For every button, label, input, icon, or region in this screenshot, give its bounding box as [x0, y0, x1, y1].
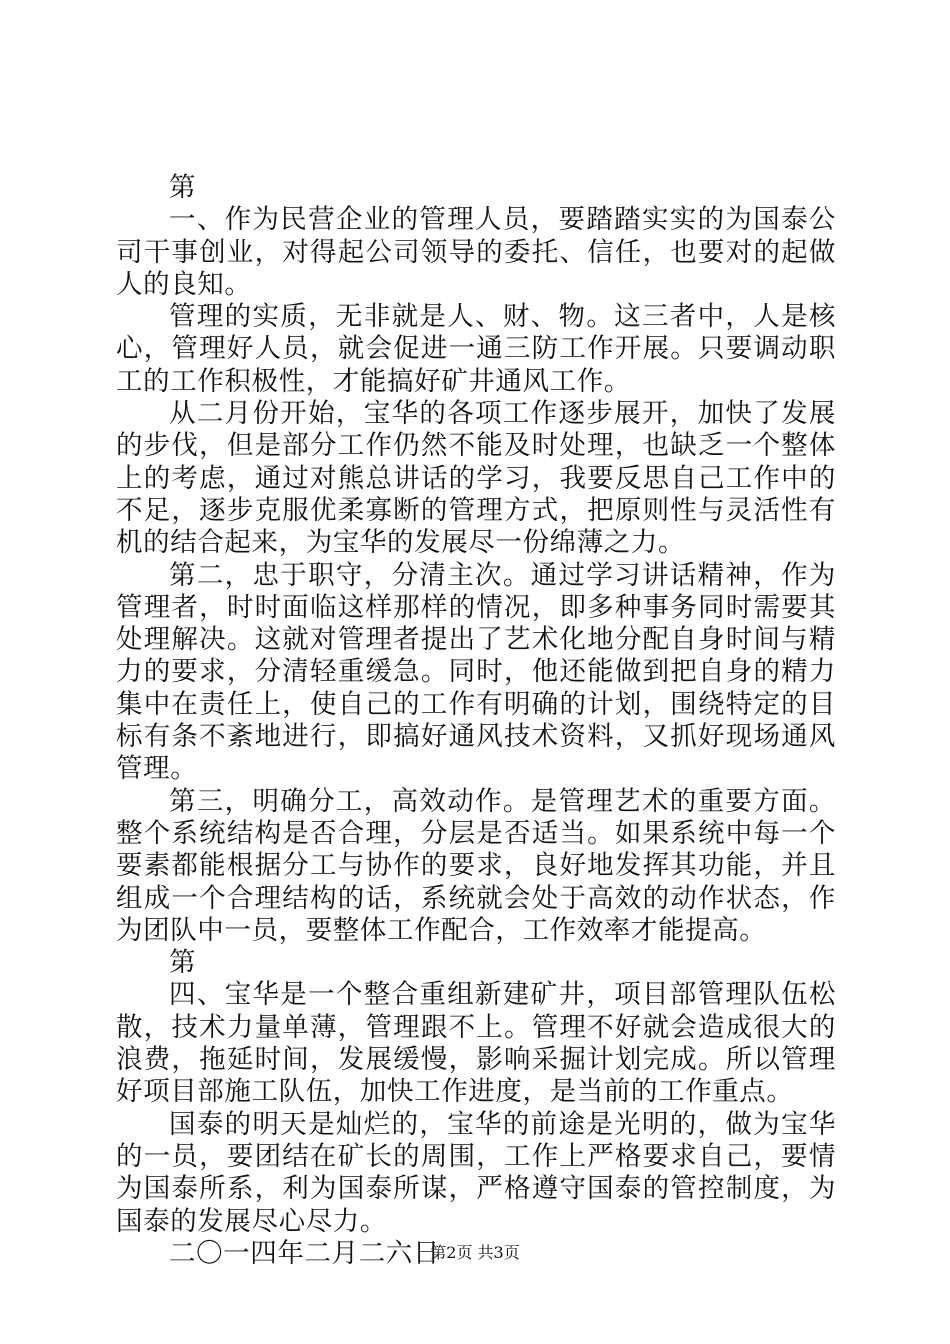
paragraph-2: 管理的实质，无非就是人、财、物。这三者中，人是核心，管理好人员，就会促进一通三防工作开展。只要调动职工的工作积极性，才能搞好矿井通风工作。: [116, 301, 836, 397]
heading-fragment-2: 第: [169, 947, 197, 979]
paragraph-5: 第三，明确分工，高效动作。是管理艺术的重要方面。整个系统结构是否合理，分层是否适当。如果系统中每一个要素都能根据分工与协作的要求，良好地发挥其功能，并且组成一个合理结构的话，系统就会处于高效的动作状态，作为团队中一员，要整体工作配合，工作效率才能提高。: [116, 785, 836, 946]
heading-fragment-1: 第: [169, 172, 197, 203]
paragraph-7: 国泰的明天是灿烂的，宝华的前途是光明的，做为宝华的一员，要团结在矿长的周围，工作上严格要求自己，要情为国泰所系，利为国泰所谋，严格遵守国泰的管控制度，为国泰的发展尽心尽力。: [116, 1108, 836, 1237]
date-line: 二〇一四年二月二六日: [169, 1237, 440, 1269]
paragraph-6: 四、宝华是一个整合重组新建矿井，项目部管理队伍松散，技术力量单薄，管理跟不上。管理不好就会造成很大的浪费，拖延时间，发展缓慢，影响采掘计划完成。所以管理好项目部施工队伍，加快工作进度，是当前的工作重点。: [116, 979, 836, 1108]
paragraph-1: 一、作为民营企业的管理人员，要踏踏实实的为国泰公司干事创业，对得起公司领导的委托、信任，也要对的起做人的良知。: [116, 204, 836, 300]
page-footer: 第2页 共3页: [430, 1243, 520, 1262]
paragraph-3: 从二月份开始，宝华的各项工作逐步展开，加快了发展的步伐，但是部分工作仍然不能及时处理，也缺乏一个整体上的考虑，通过对熊总讲话的学习，我要反思自己工作中的不足，逐步克服优柔寡断的管理方式，把原则性与灵活性有机的结合起来，为宝华的发展尽一份绵薄之力。: [116, 398, 836, 559]
document-body: [116, 172, 836, 1270]
paragraph-4: 第二，忠于职守，分清主次。通过学习讲话精神，作为管理者，时时面临这样那样的情况，即多种事务同时需要其处理解决。这就对管理者提出了艺术化地分配自身时间与精力的要求，分清轻重缓急。同时，他还能做到把自身的精力集中在责任上，使自己的工作有明确的计划，围绕特定的目标有条不紊地进行，即搞好通风技术资料，又抓好现场通风管理。: [116, 559, 836, 785]
